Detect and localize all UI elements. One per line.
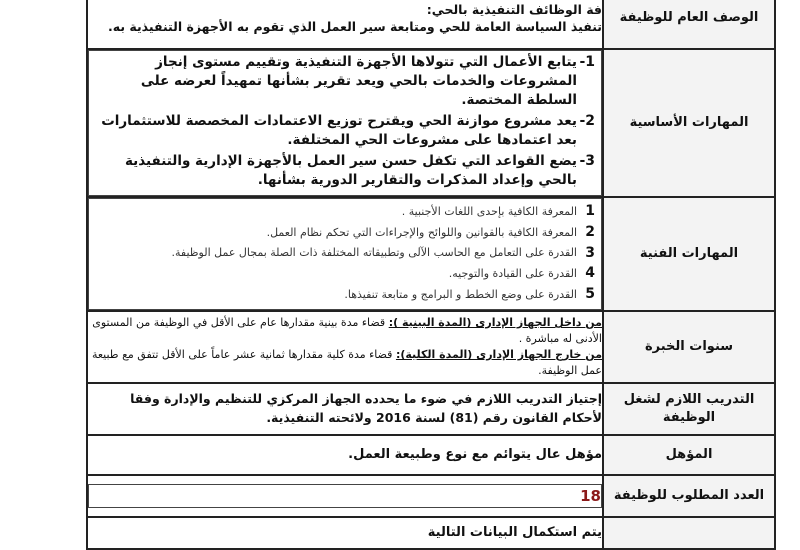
content-general-description — [87, 0, 603, 49]
experience-inside-text: قضاء مدة بينية مقدارها عام على الأقل في الوظيفة من المستوى الأدنى له مباشرة . — [92, 316, 602, 346]
experience-outside-heading: من خارج الجهاز الإدارى (المدة الكلية): — [395, 347, 602, 361]
row-qualification — [87, 435, 775, 475]
content-next-partial: يتم استكمال البيانات التالية — [87, 517, 603, 549]
training-text: إجتياز التدريب اللازم في ضوء ما يحدده الجهاز المركزي للتنظيم والإدارة وفقا لأحكام القانون رقم (81) لسنة 2016 ولائحته التنفيذية. — [130, 391, 602, 425]
row-basic-skills — [87, 49, 775, 197]
technical-skill-text: القدرة على القيادة والتوجيه. — [448, 267, 577, 281]
job-description-table — [86, 0, 776, 550]
experience-inside — [88, 315, 602, 347]
label-technical-skills: المهارات الفنية — [603, 197, 775, 311]
technical-skill-item — [95, 286, 595, 303]
content-technical-skills — [87, 197, 603, 311]
row-experience — [87, 311, 775, 383]
basic-skill-number: 1- — [579, 54, 595, 71]
technical-skill-number: 4 — [585, 265, 595, 282]
description-partial-line: فة الوظائف التنفيذية بالحي: — [426, 1, 602, 17]
content-required-count — [87, 475, 603, 517]
basic-skills-list — [95, 53, 595, 189]
label-basic-skills: المهارات الأساسية — [603, 49, 775, 197]
label-qualification: المؤهل — [603, 435, 775, 475]
experience-outside — [88, 347, 602, 379]
basic-skill-number: 2- — [579, 113, 595, 130]
technical-skill-text: المعرفة الكافية بإحدى اللغات الأجنبية . — [401, 204, 577, 218]
content-experience — [87, 311, 603, 383]
qualification-text: مؤهل عال يتوائم مع نوع وطبيعة العمل. — [348, 447, 602, 463]
technical-skills-box — [88, 198, 602, 310]
row-technical-skills — [87, 197, 775, 311]
technical-skill-number: 5 — [585, 286, 595, 303]
content-training — [87, 383, 603, 435]
label-general-description: الوصف العام للوظيفة — [603, 0, 775, 49]
basic-skill-number: 3- — [579, 153, 595, 170]
basic-skill-text: يضع القواعد التي تكفل حسن سير العمل بالأجهزة الإدارية والتنفيذية بالحي وإعداد المذكرات والتقارير الدورية بشأنها. — [124, 153, 577, 189]
basic-skills-box — [88, 50, 602, 195]
label-next-partial — [603, 517, 775, 549]
row-required-count — [87, 475, 775, 517]
experience-outside-text: قضاء مدة كلية مقدارها ثمانية عشر عاماً على الأقل تتفق مع طبيعة عمل الوظيفة. — [91, 347, 602, 377]
label-training: التدريب اللازم لشغل الوظيفة — [603, 383, 775, 435]
basic-skill-text: يتابع الأعمال التي تتولاها الأجهزة التنفيذية وتقييم مستوى إنجاز المشروعات والخدمات بالحي ويعد تقرير بشأنها تمهيداً لعرضه على السلطة المختصة. — [140, 54, 577, 108]
technical-skill-number: 2 — [585, 223, 595, 240]
content-qualification — [87, 435, 603, 475]
experience-inside-heading: من داخل الجهاز الإدارى (المدة البينية ): — [388, 316, 602, 330]
row-next-partial — [87, 517, 775, 549]
technical-skill-text: المعرفة الكافية بالقوانين واللوائح والإجراءات التي تحكم نظام العمل. — [266, 225, 577, 239]
technical-skill-item — [95, 224, 595, 241]
technical-skill-number: 3 — [585, 244, 595, 261]
technical-skill-item — [95, 203, 595, 220]
technical-skill-text: القدرة على وضع الخطط و البرامج و متابعة تنفيذها. — [344, 287, 577, 301]
basic-skill-item — [95, 152, 595, 189]
content-basic-skills — [87, 49, 603, 197]
row-training — [87, 383, 775, 435]
row-general-description — [87, 0, 775, 49]
basic-skill-text: يعد مشروع موازنة الحي ويقترح توزيع الاعتمادات المخصصة للاستثمارات بعد اعتمادها على مشروعات الحي المختلفة. — [101, 113, 577, 148]
technical-skills-list — [95, 203, 595, 303]
description-text: تنفيذ السياسة العامة للحي ومتابعة سير العمل الذي تقوم به الأجهزة التنفيذية به. — [107, 19, 602, 34]
basic-skill-item — [95, 112, 595, 149]
technical-skill-number: 1 — [585, 203, 595, 219]
label-required-count: العدد المطلوب للوظيفة — [603, 475, 775, 517]
required-count-value: 18 — [88, 484, 602, 508]
label-experience: سنوات الخبرة — [603, 311, 775, 383]
technical-skill-text: القدرة على التعامل مع الحاسب الآلى وتطبيقاته المختلفة ذات الصلة بمجال عمل الوظيفة. — [171, 246, 577, 260]
basic-skill-item — [95, 53, 595, 109]
technical-skill-item — [95, 265, 595, 282]
technical-skill-item — [95, 245, 595, 262]
